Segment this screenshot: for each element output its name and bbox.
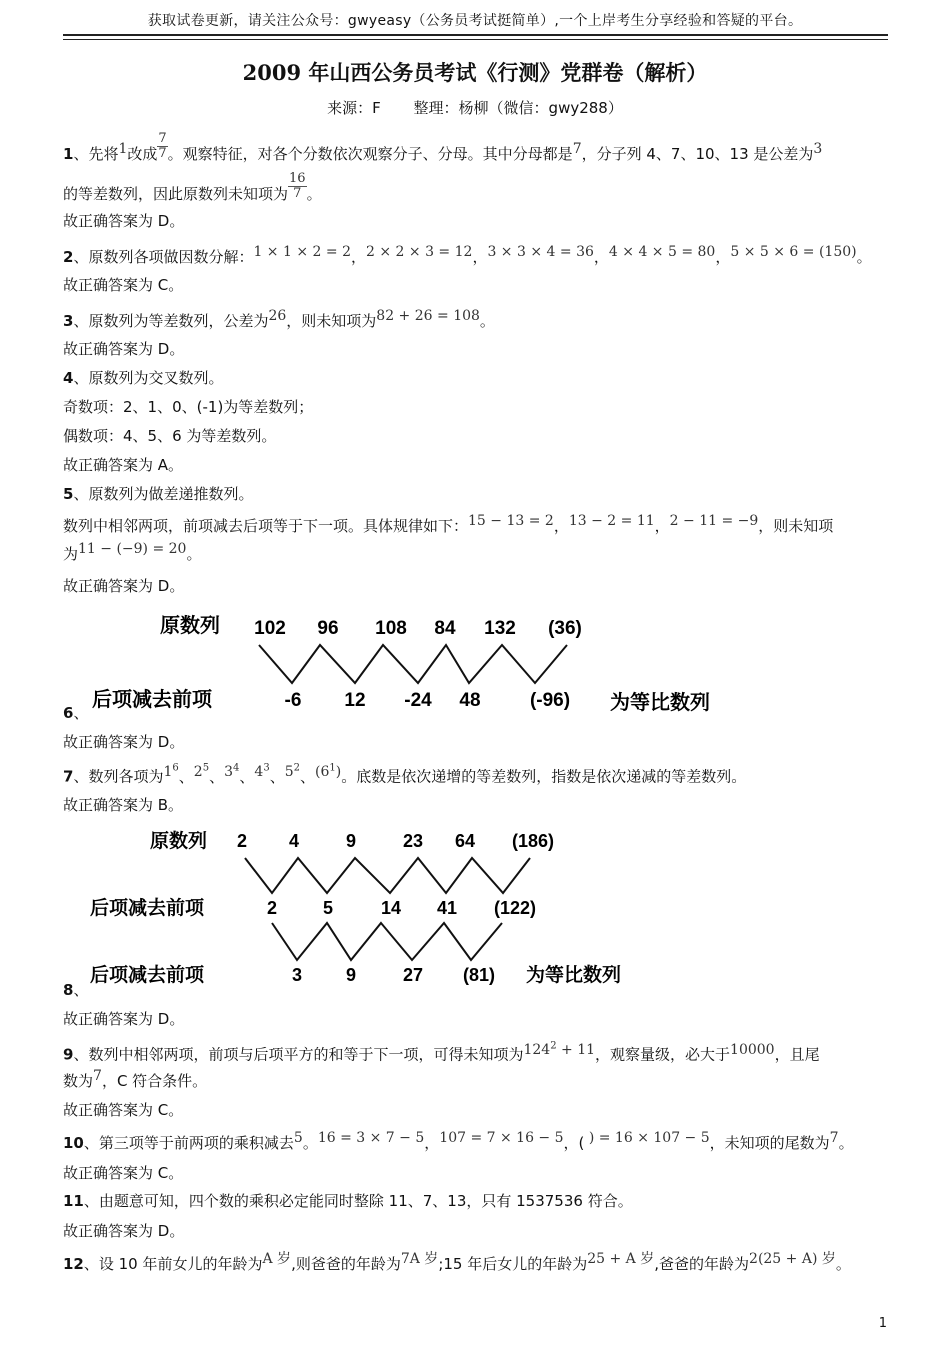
q12-line: 12、设 10 年前女儿的年龄为A 岁,则爸爸的年龄为7A 岁;15 年后女儿的年龄为25 + A 岁,爸爸的年龄为2(25 + A) 岁。 [63,1251,851,1273]
q6-difference-term: 48 [459,690,481,711]
page-number: 1 [878,1316,887,1331]
q8-sequence-term: 2 [236,831,248,851]
q5-line2: 数列中相邻两项，前项减去后项等于下一项。具体规律如下：15 − 13 = 2，13 − 2 = 11，2 − 11 = −9，则未知项 [63,513,834,535]
q1-line2: 的等差数列，因此原数列未知项为 $\frac{16}{7}$ 。 [63,171,322,203]
page-title: 2009 年山西公务员考试《行测》党群卷（解析） [242,60,708,85]
source-text: 来源：F [327,99,381,117]
q5-line3: 为11 − (−9) = 20。 [63,541,202,563]
editor-text: 整理：杨柳（微信：gwy288） [413,99,623,117]
q5-answer: 故正确答案为 D。 [63,577,185,595]
q2-answer: 故正确答案为 C。 [63,276,184,294]
q6-label-top: 原数列 [160,615,220,637]
q7-power-term: $4^3$ [254,762,270,780]
q6-sequence-term: 102 [254,618,286,639]
q11-line: 11、由题意可知，四个数的乘积必定能同时整除 11、7、13，只有 1537536 符合。 [63,1192,633,1210]
q3-answer: 故正确答案为 D。 [63,340,185,358]
q8-top-row [237,831,554,851]
q6-sequence-term: (36) [548,618,582,639]
q8-label-top: 原数列 [150,831,208,852]
q7-power-term: $(6^1)$ [315,762,342,780]
q8-difference-term: 14 [380,898,402,918]
q8-label-bottom: 后项减去前项 [90,965,205,986]
q5-line1: 5、原数列为做差递推数列。 [63,485,254,503]
q6-top-row [254,618,582,639]
fraction-16-7: $\frac{16}{7}$ [289,171,306,201]
q8-difference-term: 41 [436,898,458,918]
q6-sequence-term: 108 [375,618,407,639]
q3-line: 3、原数列为等差数列，公差为26，则未知项为82 + 26 = 108。 [63,308,495,330]
q8-difference-term: 2 [266,898,278,918]
q8-note: 为等比数列 [526,965,622,986]
q6-difference-term: (-96) [529,690,571,711]
q8-zigzag-lower [272,923,502,960]
q9-line1: 9、数列中相邻两项，前项与后项平方的和等于下一项，可得未知项为$124^2 + 11$，观察量级，必大于10000，且尾 [63,1040,820,1064]
q8-second-difference-term: 3 [291,965,303,985]
q4-line: 4、原数列为交叉数列。 [63,369,224,387]
q4-answer: 故正确答案为 A。 [63,456,184,474]
q6-answer: 故正确答案为 D。 [63,733,185,751]
q8-difference-term: 5 [322,898,334,918]
q8-number: 8、 [63,981,89,999]
q6-difference-term: -24 [404,690,432,711]
q1-line1: 1、先将1改成 $\frac{7}{7}$ 。观察特征，对各个分数依次观察分子、分母。其中分母都是7，分子列 4、7、10、13 是公差为3 [63,131,823,163]
q8-answer: 故正确答案为 D。 [63,1010,185,1028]
q4-odd: 奇数项：2、1、0、(-1)为等差数列； [63,398,314,416]
q8-difference-term: (122) [493,898,537,918]
q6-sequence-term: 84 [434,618,456,639]
q6-zigzag [259,645,567,683]
q8-diagram [0,822,950,992]
q6-label-bottom: 后项减去前项 [92,689,212,711]
q6-sequence-term: 132 [484,618,516,639]
q2-line: 2、原数列各项做因数分解：1 × 1 × 2 = 2，2 × 2 × 3 = 12，3 × 3 × 4 = 36，4 × 4 × 5 = 80，5 × 5 × 6 = (150)。 [63,244,872,266]
q7-power-term: $2^5$ [193,762,210,780]
header-banner: 获取试卷更新，请关注公众号：gwyeasy（公务员考试挺简单）,一个上岸考生分享经验和答疑的平台。 [147,13,803,29]
q8-sequence-term: 4 [288,831,300,851]
q8-second-difference-term: 27 [402,965,424,985]
fraction-7-7: $\frac{7}{7}$ [158,131,167,161]
q7-answer: 故正确答案为 B。 [63,796,184,814]
q8-second-difference-term: (81) [462,965,496,985]
q6-note: 为等比数列 [610,692,710,714]
q8-sequence-term: (186) [511,831,555,851]
q7-power-term: $1^6$ [163,762,179,780]
q9-line2: 数为7，C 符合条件。 [63,1068,208,1090]
q8-second-difference-term: 9 [345,965,357,985]
q8-label-mid: 后项减去前项 [90,898,205,919]
q8-sequence-term: 9 [345,831,357,851]
header-rule-thin [63,39,888,40]
source-line [0,97,950,118]
q1-answer: 故正确答案为 D。 [63,212,185,230]
q7-power-term: $3^4$ [224,762,240,780]
q6-difference-term: -6 [284,690,302,711]
q6-difference-term: 12 [344,690,366,711]
q8-zigzag-upper [245,858,530,893]
header-rule [63,34,888,36]
q11-answer: 故正确答案为 D。 [63,1222,185,1240]
q6-sequence-term: 96 [317,618,339,639]
q6-number: 6、 [63,704,89,722]
q4-even: 偶数项：4、5、6 为等差数列。 [63,427,277,445]
q10-answer: 故正确答案为 C。 [63,1164,184,1182]
q7-power-term: $5^2$ [284,762,300,780]
q8-sequence-term: 64 [454,831,476,851]
q8-mid-row [267,898,536,918]
q9-answer: 故正确答案为 C。 [63,1101,184,1119]
q10-line: 10、第三项等于前两项的乘积减去5。16 = 3 × 7 − 5，107 = 7 × 16 − 5，( ) = 16 × 107 − 5，未知项的尾数为7。 [63,1130,854,1152]
q7-line: 7、数列各项为$1^6$、$2^5$、$3^4$、$4^3$、$5^2$、$(6^1)$。底数是依次递增的等差数列，指数是依次递减的等差数列。 [63,762,747,786]
q7-powers: $1^6$、$2^5$、$3^4$、$4^3$、$5^2$、$(6^1)$ [163,762,342,786]
q8-sequence-term: 23 [402,831,424,851]
